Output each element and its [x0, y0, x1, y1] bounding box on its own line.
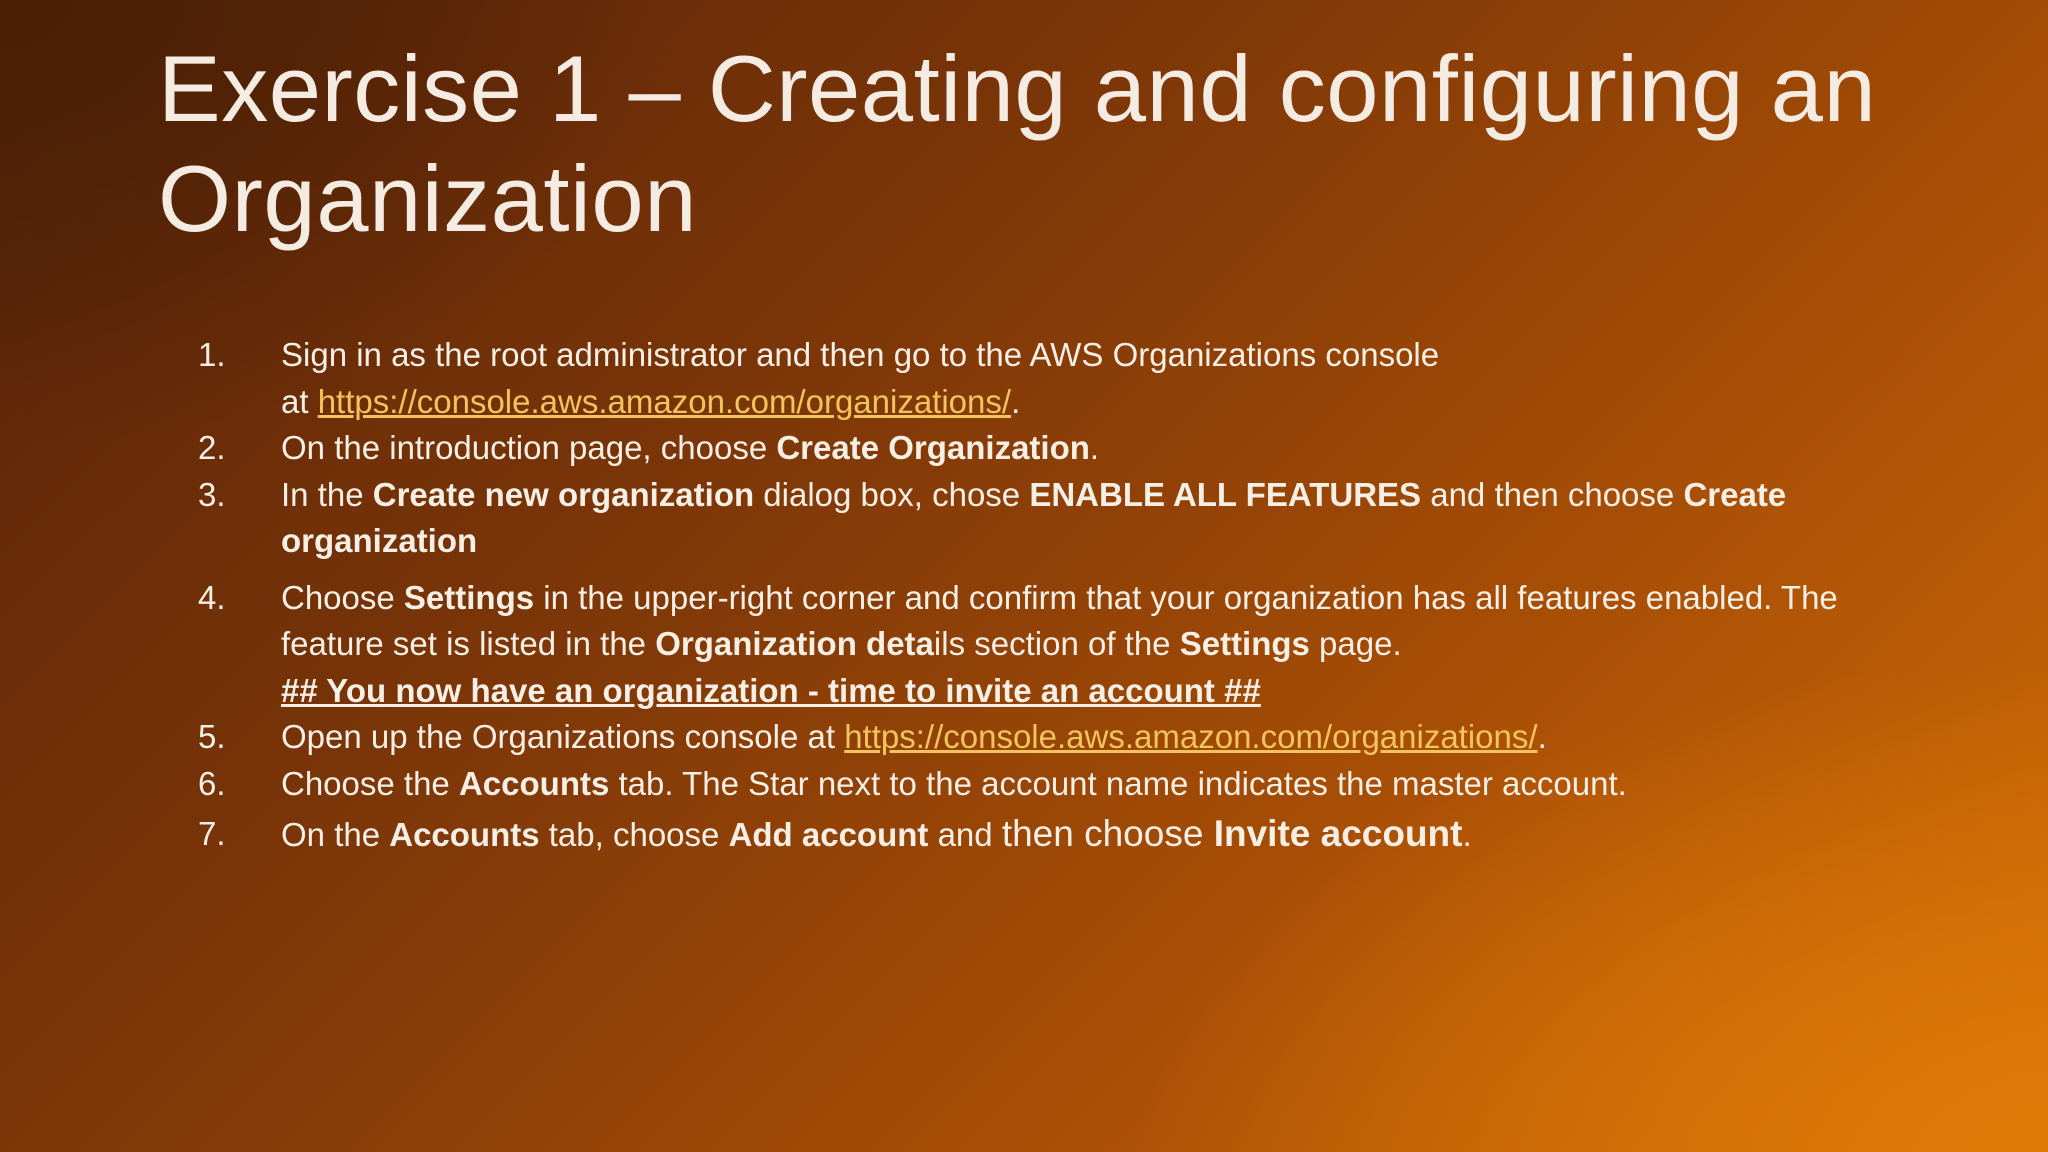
step-text: In the — [281, 475, 373, 513]
step-text: Choose the — [281, 764, 459, 802]
step-number: 4. — [198, 578, 226, 616]
step-text: dialog box, chose — [754, 475, 1030, 513]
step-bold-text: ENABLE ALL FEATURES — [1029, 475, 1422, 513]
steps-list — [198, 332, 1938, 859]
step-text: and then choose — [1421, 475, 1684, 513]
step-text: . — [1537, 718, 1547, 755]
step-number: 6. — [198, 764, 226, 802]
step-number: 5. — [198, 718, 226, 755]
step-text: Choose — [281, 578, 404, 616]
step-bold-text: Invite account — [1213, 813, 1463, 854]
step-bold-text: Accounts — [389, 816, 540, 853]
step-number: 2. — [198, 429, 226, 466]
step-number: 1. — [198, 336, 226, 373]
step-text: page. — [1309, 625, 1402, 662]
step-text: in the upper-right corner and confirm that your organization has all features enabled. The feature set is listed in the — [281, 578, 1838, 662]
step-1 — [198, 332, 1938, 425]
step-4 — [198, 575, 1938, 715]
step-number: 7. — [198, 815, 226, 852]
step-text: Open up the Organizations console at — [281, 718, 845, 755]
step-bold-text: Create organization — [281, 475, 1787, 559]
step-text: tab, choose — [539, 816, 729, 853]
step-bold-text: Create new organization — [372, 475, 755, 513]
slide-title: Exercise 1 – Creating and configuring an Organization — [158, 36, 1877, 251]
organizations-console-link[interactable]: https://console.aws.amazon.com/organizations/ — [844, 718, 1538, 755]
step-note: ## You now have an organization - time to invite an account ## — [281, 671, 1261, 709]
step-7 — [198, 811, 1938, 859]
step-2 — [198, 425, 1938, 472]
step-text: . — [1462, 816, 1472, 853]
step-text: On the introduction page, choose — [281, 429, 777, 466]
step-5 — [198, 714, 1938, 761]
step-bold-text: Organization deta — [655, 625, 934, 662]
step-bold-text: Settings — [1179, 625, 1310, 662]
step-text: then choose — [1001, 813, 1214, 854]
organizations-console-link[interactable]: https://console.aws.amazon.com/organizations/ — [317, 382, 1012, 420]
step-text: tab. The Star next to the account name indicates the master account. — [609, 764, 1627, 802]
step-6 — [198, 761, 1938, 808]
step-bold-text: Create Organization — [776, 429, 1090, 466]
step-3 — [198, 472, 1938, 565]
step-number: 3. — [198, 475, 226, 513]
step-bold-text: Accounts — [458, 764, 610, 802]
step-text: On the — [281, 816, 390, 853]
step-text: and — [928, 816, 1002, 853]
step-text: Sign in as the root administrator and then go to the AWS Organizations console — [281, 336, 1440, 373]
step-text: ils section of the — [933, 625, 1180, 662]
step-text: at — [281, 382, 318, 420]
step-text: . — [1089, 429, 1100, 466]
step-bold-text: Settings — [403, 578, 535, 616]
step-bold-text: Add account — [728, 816, 929, 853]
step-text: . — [1011, 382, 1021, 420]
